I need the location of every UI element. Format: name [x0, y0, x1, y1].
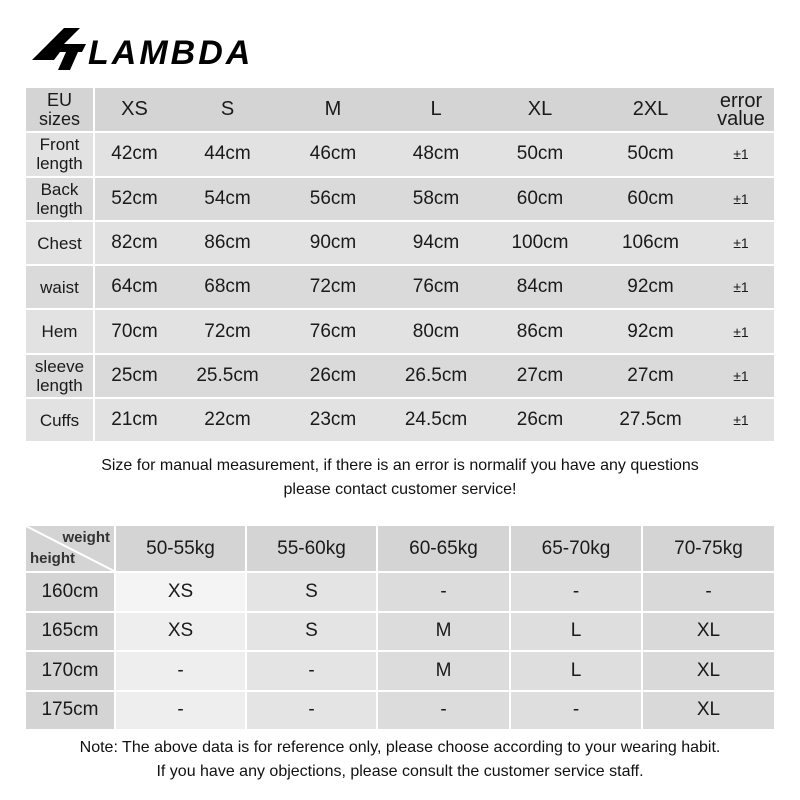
cell: 27cm: [593, 354, 708, 398]
size-header-xs: XS: [94, 88, 174, 132]
weight-header-row: [26, 526, 774, 572]
cell: 82cm: [94, 221, 174, 265]
size-header-xl: XL: [487, 88, 593, 132]
cell: 86cm: [174, 221, 281, 265]
cell: 64cm: [94, 265, 174, 309]
weight-header: 50-55kg: [115, 526, 246, 572]
cell: -: [377, 572, 510, 612]
cell: M: [377, 651, 510, 691]
size-chart-table: [26, 88, 774, 443]
cell: 48cm: [385, 132, 487, 176]
cell: 21cm: [94, 398, 174, 442]
row-label: Cuffs: [26, 398, 94, 442]
measurement-note: [0, 454, 800, 502]
cell: 52cm: [94, 177, 174, 221]
size-header-2xl: 2XL: [593, 88, 708, 132]
cell: 25cm: [94, 354, 174, 398]
cell: XS: [115, 612, 246, 652]
cell: 44cm: [174, 132, 281, 176]
cell: XS: [115, 572, 246, 612]
cell: 26cm: [281, 354, 385, 398]
row-label: waist: [26, 265, 94, 309]
cell: S: [246, 572, 377, 612]
cell: 25.5cm: [174, 354, 281, 398]
reference-note: [0, 736, 800, 784]
cell: -: [642, 572, 774, 612]
cell: L: [510, 651, 642, 691]
cell: S: [246, 612, 377, 652]
size-header-s: S: [174, 88, 281, 132]
cell: 56cm: [281, 177, 385, 221]
cell: L: [510, 612, 642, 652]
cell: 72cm: [281, 265, 385, 309]
cell: 106cm: [593, 221, 708, 265]
error-cell: ±1: [708, 265, 774, 309]
table-row: [26, 651, 774, 691]
table-row: [26, 572, 774, 612]
height-label-cell: 170cm: [26, 651, 115, 691]
weight-label: weight: [62, 529, 110, 546]
brand-wordmark: LAMBDA: [88, 34, 254, 72]
cell: 76cm: [281, 309, 385, 353]
cell: 27.5cm: [593, 398, 708, 442]
height-label-cell: 165cm: [26, 612, 115, 652]
row-label: Hem: [26, 309, 94, 353]
error-cell: ±1: [708, 309, 774, 353]
row-label: sleeve length: [26, 354, 94, 398]
cell: 50cm: [487, 132, 593, 176]
cell: 84cm: [487, 265, 593, 309]
table-row: [26, 265, 774, 309]
cell: 23cm: [281, 398, 385, 442]
error-cell: ±1: [708, 398, 774, 442]
cell: 92cm: [593, 309, 708, 353]
cell: 70cm: [94, 309, 174, 353]
height-label: height: [30, 550, 75, 567]
cell: 94cm: [385, 221, 487, 265]
cell: 92cm: [593, 265, 708, 309]
measurement-note-line1: Size for manual measurement, if there is an error is normalif you have any questions: [101, 457, 699, 474]
cell: 26cm: [487, 398, 593, 442]
cell: 54cm: [174, 177, 281, 221]
cell: XL: [642, 612, 774, 652]
table-row: [26, 398, 774, 442]
cell: -: [115, 691, 246, 731]
cell: 100cm: [487, 221, 593, 265]
cell: 42cm: [94, 132, 174, 176]
cell: -: [510, 691, 642, 731]
error-cell: ±1: [708, 354, 774, 398]
table-row: [26, 612, 774, 652]
table-row: [26, 691, 774, 731]
weight-header: 65-70kg: [510, 526, 642, 572]
error-cell: ±1: [708, 221, 774, 265]
size-header-m: M: [281, 88, 385, 132]
weight-header: 55-60kg: [246, 526, 377, 572]
table-row: [26, 354, 774, 398]
cell: 26.5cm: [385, 354, 487, 398]
row-label: Chest: [26, 221, 94, 265]
cell: -: [246, 691, 377, 731]
cell: 86cm: [487, 309, 593, 353]
reference-note-line1: Note: The above data is for reference only, please choose according to your wearing habit.: [79, 739, 721, 756]
table-row: [26, 132, 774, 176]
cell: -: [510, 572, 642, 612]
weight-header: 70-75kg: [642, 526, 774, 572]
cell: 68cm: [174, 265, 281, 309]
cell: 46cm: [281, 132, 385, 176]
cell: 24.5cm: [385, 398, 487, 442]
weight-height-corner: [26, 526, 115, 572]
cell: 50cm: [593, 132, 708, 176]
table-row: [26, 309, 774, 353]
measurement-note-line2: please contact customer service!: [283, 481, 517, 498]
cell: 90cm: [281, 221, 385, 265]
cell: 58cm: [385, 177, 487, 221]
fit-chart-table: [26, 526, 774, 731]
cell: 27cm: [487, 354, 593, 398]
cell: -: [246, 651, 377, 691]
cell: XL: [642, 651, 774, 691]
table-row: [26, 221, 774, 265]
cell: -: [377, 691, 510, 731]
cell: M: [377, 612, 510, 652]
cell: 60cm: [593, 177, 708, 221]
size-header-l: L: [385, 88, 487, 132]
table-row: [26, 177, 774, 221]
eu-sizes-header: EU sizes: [26, 88, 94, 132]
error-value-header: error value: [708, 88, 774, 132]
size-header-row: [26, 88, 774, 132]
error-cell: ±1: [708, 177, 774, 221]
cell: 72cm: [174, 309, 281, 353]
cell: 60cm: [487, 177, 593, 221]
weight-header: 60-65kg: [377, 526, 510, 572]
height-label-cell: 175cm: [26, 691, 115, 731]
cell: XL: [642, 691, 774, 731]
cell: 22cm: [174, 398, 281, 442]
brand-logo: [30, 24, 300, 74]
height-label-cell: 160cm: [26, 572, 115, 612]
cell: -: [115, 651, 246, 691]
row-label: Front length: [26, 132, 94, 176]
row-label: Back length: [26, 177, 94, 221]
reference-note-line2: If you have any objections, please consult the customer service staff.: [156, 763, 644, 780]
error-cell: ±1: [708, 132, 774, 176]
cell: 76cm: [385, 265, 487, 309]
lambda-4-logo-icon: [30, 24, 300, 74]
cell: 80cm: [385, 309, 487, 353]
